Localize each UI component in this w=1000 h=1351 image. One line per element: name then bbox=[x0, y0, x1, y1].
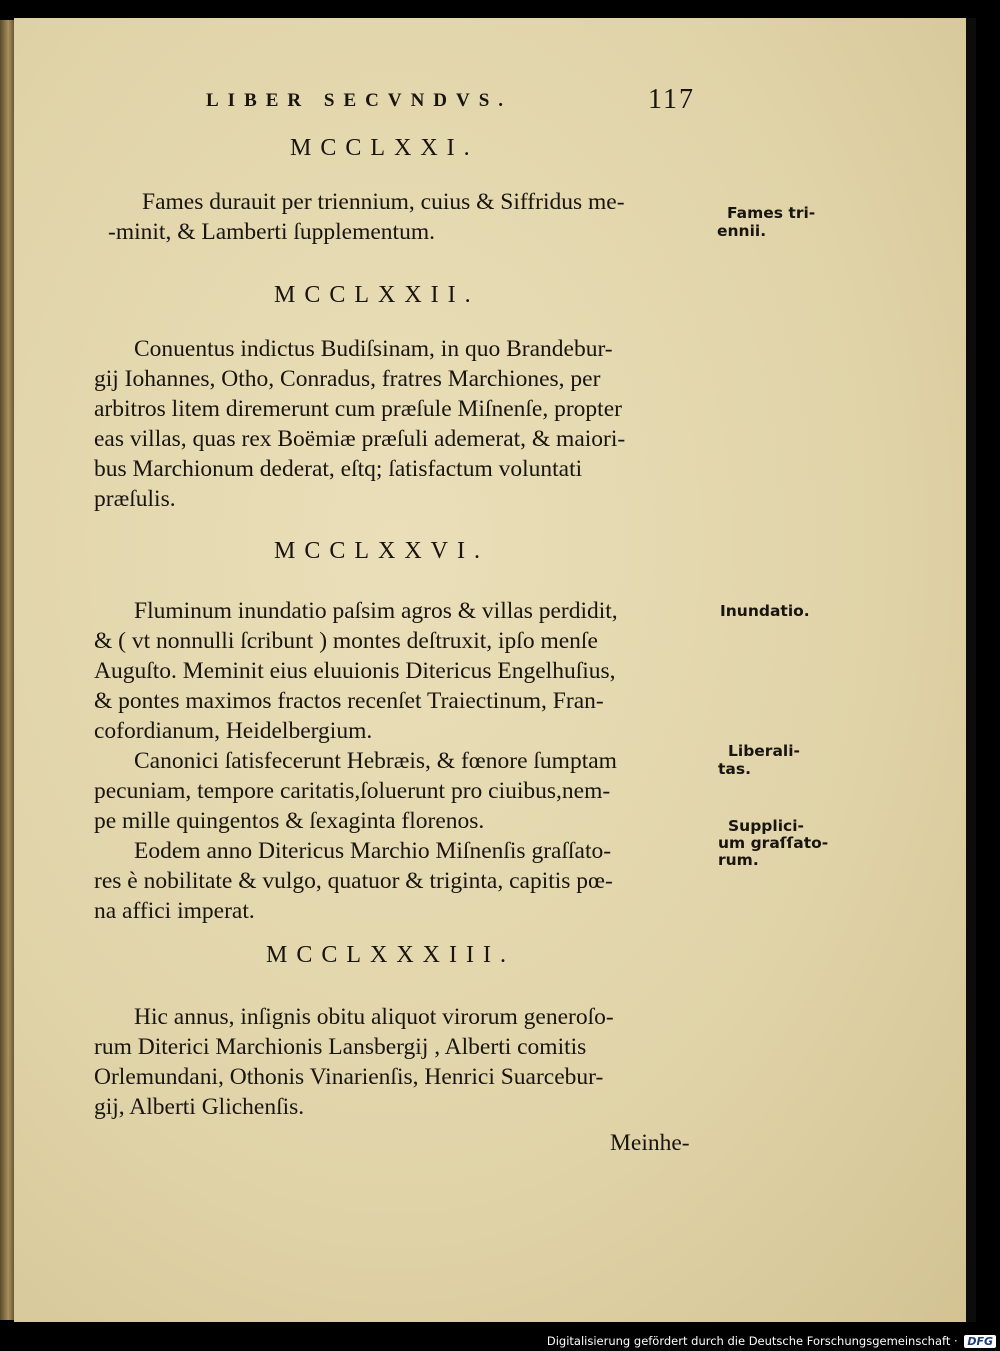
marginal-note-supplicium bbox=[718, 817, 829, 869]
text-line: gij Iohannes, Otho, Conradus, fratres Marchiones, per bbox=[94, 366, 601, 392]
section-1276-text bbox=[94, 596, 618, 926]
year-heading-1283: MCCLXXXIII. bbox=[266, 942, 515, 968]
text-line: rum Diterici Marchionis Lansbergij , Alberti comitis bbox=[94, 1034, 587, 1060]
footer-text: Digitalisierung gefördert durch die Deutsche Forschungsgemeinschaft bbox=[546, 1334, 951, 1348]
text-line: res è nobilitate & vulgo, quatuor & triginta, capitis pœ- bbox=[94, 868, 613, 894]
marginal-line: um graſſato- bbox=[718, 834, 829, 852]
marginal-line: ennii. bbox=[717, 222, 767, 240]
marginal-note-fames bbox=[717, 204, 816, 240]
page-number: 117 bbox=[648, 84, 695, 115]
text-line: Fames durauit per triennium, cuius & Siffridus me- bbox=[142, 189, 625, 215]
year-heading-1276: MCCLXXVI. bbox=[274, 538, 490, 564]
catchword: Meinhe- bbox=[610, 1130, 690, 1156]
text-line: arbitros litem diremerunt cum præſule Miſnenſe, propter bbox=[94, 396, 622, 422]
text-line: Fluminum inundatio paſsim agros & villas perdidit, bbox=[134, 598, 618, 624]
marginal-line: rum. bbox=[718, 851, 759, 869]
text-line: cofordianum, Heidelbergium. bbox=[94, 718, 373, 744]
text-line: Hic annus, inſignis obitu aliquot virorum generoſo- bbox=[134, 1004, 614, 1030]
text-line: gij, Alberti Glichenſis. bbox=[94, 1094, 305, 1120]
section-1272-text bbox=[94, 334, 625, 514]
text-line: Auguſto. Meminit eius eluuionis Ditericus Engelhuſius, bbox=[94, 658, 616, 684]
running-title: LIBER SECVNDVS. bbox=[206, 90, 513, 111]
text-line: Conuentus indictus Budiſsinam, in quo Brandebur- bbox=[134, 336, 613, 362]
text-line: Eodem anno Ditericus Marchio Miſnenſis graſſato- bbox=[134, 838, 612, 864]
text-line: eas villas, quas rex Boëmiæ præſuli ademerat, & maiori- bbox=[94, 426, 626, 452]
text-line: -minit, & Lamberti ſupplementum. bbox=[108, 219, 435, 245]
year-heading-1271: MCCLXXI. bbox=[290, 135, 479, 161]
text-line: pecuniam, tempore caritatis,ſoluerunt pro ciuibus,nem- bbox=[94, 778, 611, 804]
book-spine-edge bbox=[0, 20, 14, 1320]
section-1283-text bbox=[94, 1002, 614, 1122]
text-line: & pontes maximos fractos recenſet Traiectinum, Fran- bbox=[94, 688, 604, 714]
year-heading-1272: MCCLXXII. bbox=[274, 282, 480, 308]
marginal-note-liberalitas bbox=[718, 742, 800, 778]
text-line: bus Marchionum dederat, eſtq; ſatisfactum voluntati bbox=[94, 456, 583, 482]
book-page bbox=[14, 18, 966, 1322]
text-line: & ( vt nonnulli ſcribunt ) montes deſtruxit, ipſo menſe bbox=[94, 628, 598, 654]
scan-edge bbox=[966, 18, 976, 1322]
funding-footer: Digitalisierung gefördert durch die Deutsche Forschungsgemeinschaft · DFG bbox=[547, 1334, 996, 1348]
text-line: Orlemundani, Othonis Vinarienſis, Henrici Suarcebur- bbox=[94, 1064, 604, 1090]
section-1271-text bbox=[108, 187, 625, 247]
marginal-line: Supplici- bbox=[728, 817, 804, 835]
marginal-line: Liberali- bbox=[728, 742, 800, 760]
marginal-line: Fames tri- bbox=[727, 204, 816, 222]
marginal-line: tas. bbox=[718, 760, 751, 778]
text-line: pe mille quingentos & ſexaginta florenos. bbox=[94, 808, 485, 834]
marginal-note-inundatio: Inundatio. bbox=[720, 602, 810, 620]
text-line: na affici imperat. bbox=[94, 898, 255, 924]
dfg-logo: DFG bbox=[964, 1335, 996, 1348]
text-line: Canonici ſatisfecerunt Hebræis, & fœnore ſumptam bbox=[134, 748, 617, 774]
text-line: præſulis. bbox=[94, 486, 176, 512]
